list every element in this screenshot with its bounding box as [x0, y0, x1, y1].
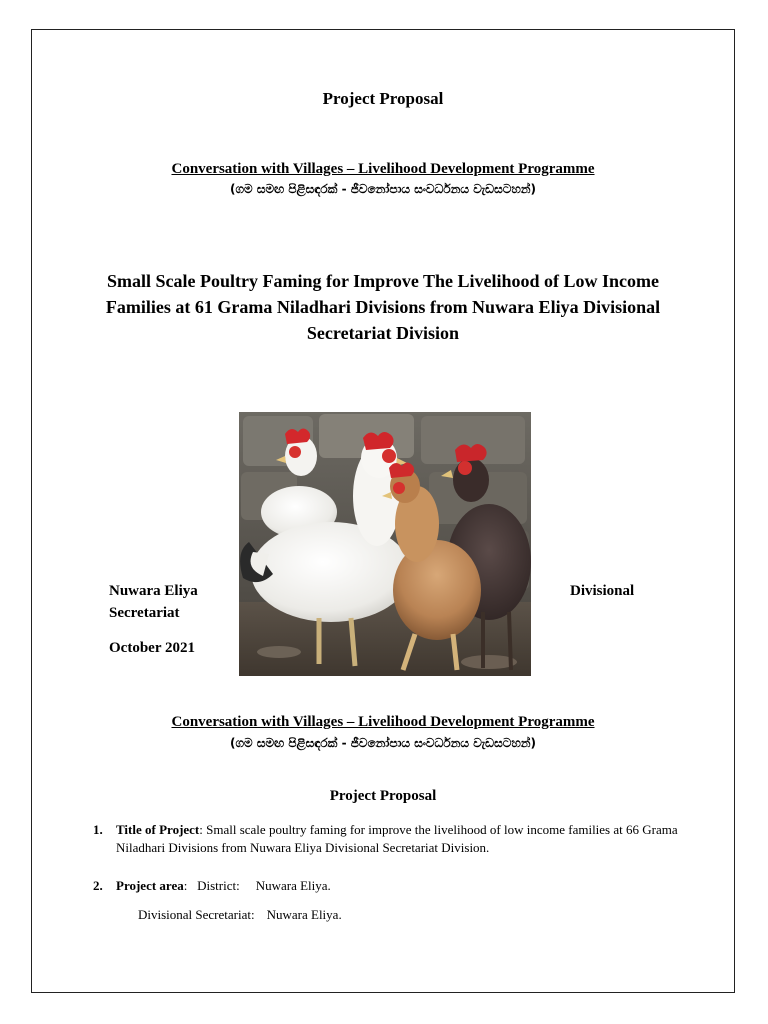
ds-value: Nuwara Eliya. — [266, 907, 342, 922]
project-title: Small Scale Poultry Faming for Improve The Livelihood of Low Income Families at 61 Grama Niladhari Divisions from Nuwara Eliya Divisional Secretariat Division — [105, 271, 661, 343]
programme-title-2: Conversation with Villages – Livelihood Development Programme — [171, 714, 595, 730]
section-heading: Project Proposal — [329, 788, 437, 804]
list-item — [93, 821, 683, 857]
list-text: : Small scale poultry faming for improve the livelihood of low income families at 66 Grama Niladhari Divisions from Nuwara Eliya Divisional Secretariat Division. — [116, 822, 678, 855]
issuer-divisional: Divisional — [570, 583, 635, 599]
district-value: Nuwara Eliya. — [255, 878, 331, 893]
list-item — [93, 877, 683, 895]
ds-label: Divisional Secretariat: — [138, 907, 255, 922]
list-text: : District: — [183, 878, 240, 893]
programme-title-sinhala: (ගම සමඟ පිළිසඳරක් - ජීවනෝපාය සංවර්ධනය වැඩසටහන්) — [229, 182, 537, 196]
poultry-photo — [239, 412, 531, 676]
list-number: 2. — [93, 878, 103, 893]
divisional-secretariat-row — [138, 907, 342, 923]
document-heading: Project Proposal — [322, 89, 444, 108]
list-label: Title of Project — [116, 822, 200, 837]
list-number: 1. — [93, 822, 103, 837]
issuer-secretariat: Secretariat — [109, 605, 180, 621]
list-label: Project area — [116, 878, 184, 893]
issuer-nuwara-eliya: Nuwara Eliya — [109, 583, 198, 599]
programme-title: Conversation with Villages – Livelihood Development Programme — [171, 161, 595, 177]
programme-title-sinhala-2: (ගම සමඟ පිළිසඳරක් - ජීවනෝපාය සංවර්ධනය වැඩසටහන්) — [229, 736, 537, 750]
document-date: October 2021 — [109, 640, 195, 656]
